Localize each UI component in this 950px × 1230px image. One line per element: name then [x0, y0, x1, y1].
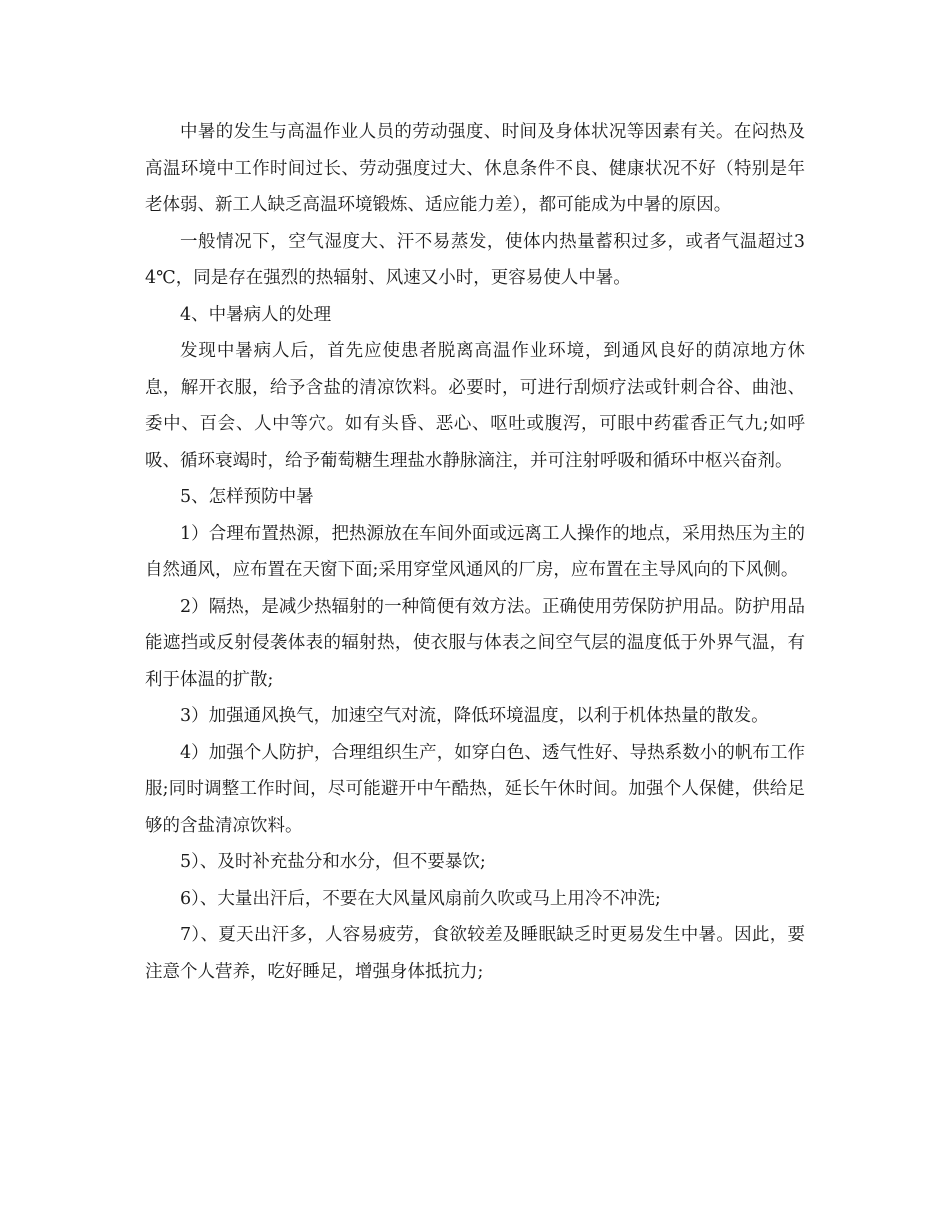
section-heading-prevention: 5、怎样预防中暑 — [180, 487, 314, 507]
list-item-after-sweating: 6）、大量出汗后，不要在大风量风扇前久吹或马上用冷不冲洗; — [180, 888, 661, 909]
list-item-ventilation: 3）加强通风换气，加速空气对流，降低环境温度，以利于机体热量的散发。 — [180, 706, 769, 726]
section-heading-treatment: 4、中暑病人的处理 — [180, 304, 332, 325]
list-item-salt-water: 5）、及时补充盐分和水分，但不要暴饮; — [180, 852, 486, 872]
list-item-nutrition: 7）、夏天出汗多，人容易疲劳，食欲较差及睡眠缺乏时更易发生中暑。因此，要注意个人营养，吃好睡足，增强身体抵抗力; — [145, 925, 805, 982]
paragraph-treatment: 发现中暑病人后，首先应使患者脱离高温作业环境，到通风良好的荫凉地方休息，解开衣服，给予含盐的清凉饮料。必要时，可进行刮烦疗法或针刺合谷、曲池、委中、百会、人中等穴。如有头昏、恶心、呕吐或腹泻，可眼中药霍香正气九;如呼吸、循环衰竭时，给予葡萄糖生理盐水静脉滴注，并可注射呼吸和循环中枢兴奋剂。 — [145, 341, 805, 471]
paragraph-humidity-conditions: 一般情况下，空气湿度大、汗不易蒸发，使体内热量蓄积过多，或者气温超过34℃，同是存在强烈的热辐射、风速又小时，更容易使人中暑。 — [145, 231, 805, 288]
paragraph-heatstroke-causes: 中暑的发生与高温作业人员的劳动强度、时间及身体状况等因素有关。在闷热及高温环境中工作时间过长、劳动强度过大、休息条件不良、健康状况不好（特别是年老体弱、新工人缺乏高温环境锻炼、适应能力差），都可能成为中暑的原因。 — [145, 122, 805, 215]
list-item-personal-protection: 4）加强个人防护，合理组织生产，如穿白色、透气性好、导热系数小的帆布工作服;同时调整工作时间，尽可能避开中午酷热，延长午休时间。加强个人保健，供给足够的含盐清凉饮料。 — [145, 742, 805, 836]
document-body — [145, 114, 805, 990]
list-item-heat-source: 1）合理布置热源，把热源放在车间外面或远离工人操作的地点，采用热压为主的自然通风，应布置在天窗下面;采用穿堂风通风的厂房，应布置在主导风向的下风侧。 — [145, 523, 805, 580]
list-item-insulation: 2）隔热，是减少热辐射的一种简便有效方法。正确使用劳保防护用品。防护用品能遮挡或反射侵袭体表的辐射热，使衣服与体表之间空气层的温度低于外界气温，有利于体温的扩散; — [145, 596, 805, 690]
